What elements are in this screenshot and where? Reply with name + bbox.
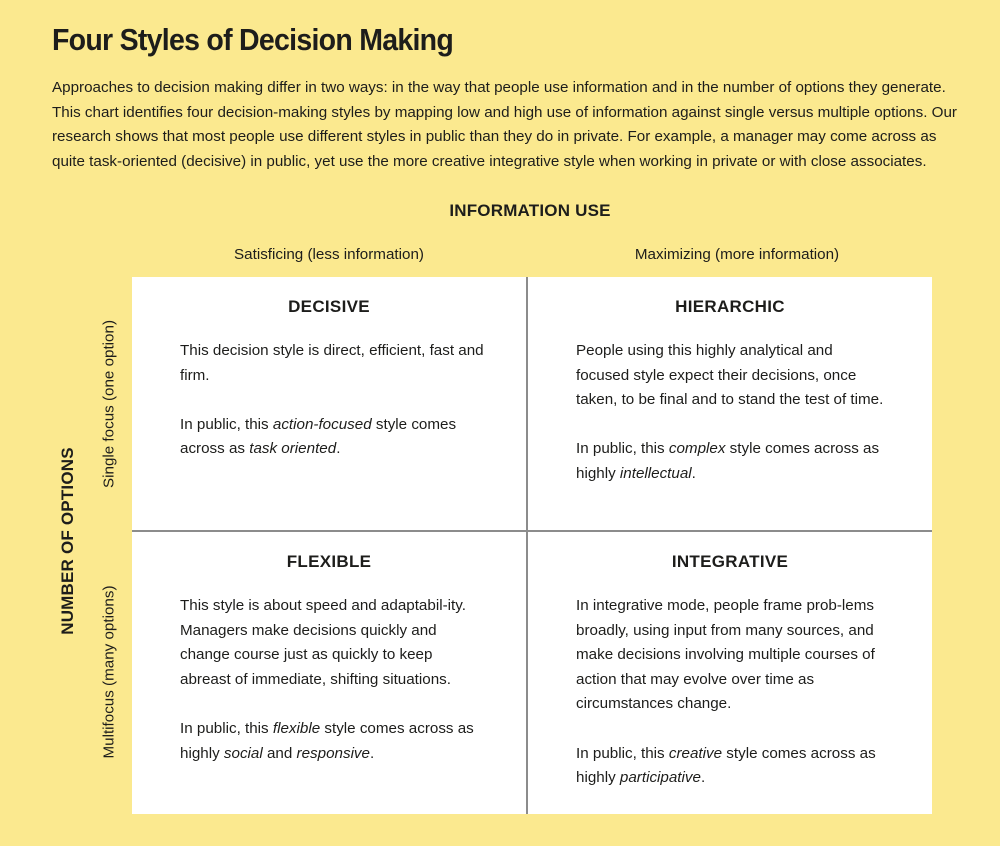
page-title: Four Styles of Decision Making <box>52 22 454 57</box>
quadrant-integrative <box>528 532 932 814</box>
y-axis-title: NUMBER OF OPTIONS <box>58 447 77 635</box>
public-note-emphasis: social <box>223 744 263 762</box>
public-note-emphasis: task oriented <box>249 440 337 458</box>
public-note-text: style comes across as highly <box>576 440 880 482</box>
public-note-text: . <box>691 464 696 482</box>
quadrant-title: INTEGRATIVE <box>671 552 789 571</box>
y-axis-label-single-focus: Single focus (one option) <box>100 319 118 489</box>
quadrant-title: HIERARCHIC <box>675 297 785 316</box>
public-note-emphasis: intellectual <box>619 464 692 482</box>
y-axis-label-multifocus: Multifocus (many options) <box>100 585 118 759</box>
intro-paragraph: Approaches to decision making differ in two ways: in the way that people use information and in the number of options they generate. This chart identifies four decision-making styles by mapping low and high use of information against single versus multiple options. Our research shows that most people use different styles in public than they do in private. For example, a manager may come across as quite task-oriented (decisive) in public, yet use the more creative integrative style when working in private or with close associates. <box>52 79 957 170</box>
quadrant-body <box>576 594 886 815</box>
quadrant-public-note <box>180 413 485 462</box>
public-note-emphasis: action-focused <box>272 415 372 433</box>
public-note-text: . <box>336 440 341 458</box>
quadrant-description: This style is about speed and adaptabil-ity. Managers make decisions quickly and change course just as quickly to keep abreast of immediate, shifting situations. <box>180 597 466 688</box>
quadrant-title: FLEXIBLE <box>286 552 372 571</box>
quadrant-body <box>576 339 886 511</box>
public-note-text: In public, this <box>180 719 273 737</box>
public-note-text: style comes across as highly <box>576 744 876 787</box>
quadrant-flexible <box>132 532 526 814</box>
public-note-text: . <box>369 744 375 762</box>
quadrant-title: DECISIVE <box>288 297 370 316</box>
public-note-text: . <box>700 769 706 787</box>
x-axis-label-maximizing: Maximizing (more information) <box>634 246 840 263</box>
public-note-text: In public, this <box>180 415 273 433</box>
quadrant-description: In integrative mode, people frame prob-lems broadly, using input from many sources, and make decisions involving multiple courses of action that may evolve over time as circumstances change. <box>576 597 875 713</box>
public-note-emphasis: participative <box>619 769 701 787</box>
public-note-emphasis: complex <box>668 440 726 458</box>
public-note-text: In public, this <box>576 744 669 762</box>
quadrant-grid <box>132 277 932 814</box>
public-note-text: In public, this <box>576 440 669 458</box>
quadrant-decisive <box>132 277 526 530</box>
public-note-text: style comes across as highly <box>180 719 474 762</box>
quadrant-hierarchic <box>528 277 932 530</box>
public-note-emphasis: flexible <box>272 719 321 737</box>
public-note-text: style comes across as <box>180 415 457 458</box>
quadrant-body <box>180 594 485 791</box>
quadrant-public-note <box>180 717 485 766</box>
public-note-emphasis: creative <box>668 744 723 762</box>
x-axis-label-satisficing: Satisficing (less information) <box>234 246 424 263</box>
quadrant-description: This decision style is direct, efficient, fast and firm. <box>180 342 484 384</box>
x-axis-title: INFORMATION USE <box>449 201 611 220</box>
quadrant-public-note <box>576 742 886 791</box>
public-note-emphasis: responsive <box>296 744 370 762</box>
quadrant-public-note <box>576 437 886 486</box>
quadrant-description: People using this highly analytical and focused style expect their decisions, once taken, to be final and to stand the test of time. <box>576 342 884 409</box>
public-note-text: and <box>262 744 297 762</box>
quadrant-body <box>180 339 485 487</box>
